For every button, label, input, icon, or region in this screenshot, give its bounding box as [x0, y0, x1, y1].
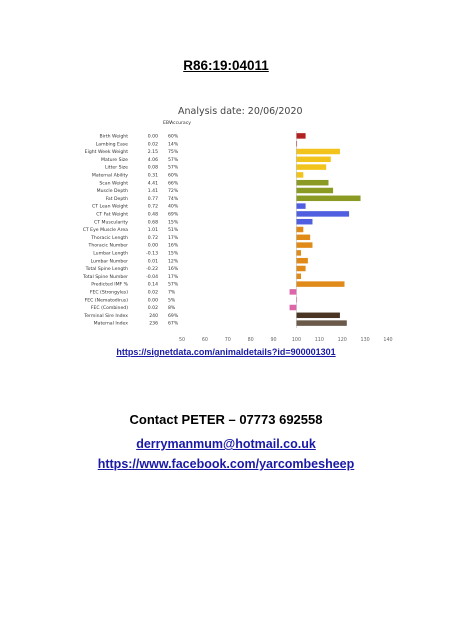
trait-label: CT Fat Weight — [96, 212, 128, 218]
x-tick-label: 60 — [201, 338, 208, 343]
trait-label: Muscle Depth — [96, 189, 128, 195]
ebv-value: 236 — [149, 321, 158, 327]
accuracy-value: 67% — [168, 321, 179, 327]
ebv-value: 0.68 — [147, 220, 158, 226]
trait-label: Predicted IMF % — [91, 282, 128, 288]
accuracy-value: 74% — [168, 196, 179, 202]
trait-label: Scan Weight — [99, 181, 128, 187]
x-tick-label: 110 — [314, 338, 324, 343]
ebv-value: 0.77 — [147, 196, 158, 202]
bar — [296, 196, 360, 202]
accuracy-value: 51% — [168, 228, 179, 234]
bar — [296, 164, 326, 170]
ebv-value: 0.02 — [147, 290, 158, 296]
accuracy-value: 69% — [168, 313, 179, 319]
accuracy-header: Accuracy — [170, 121, 191, 126]
x-tick-label: 130 — [360, 338, 370, 343]
x-tick-label: 90 — [270, 338, 277, 343]
accuracy-value: 72% — [168, 189, 179, 195]
bar — [296, 203, 305, 209]
x-tick-label: 100 — [291, 338, 302, 343]
bar — [296, 266, 305, 272]
accuracy-value: 17% — [168, 274, 179, 280]
accuracy-value: 8% — [168, 306, 176, 312]
ebv-value: 0.72 — [147, 204, 158, 210]
trait-label: CT Eye Muscle Area — [82, 228, 128, 234]
trait-label: FEC (Strongyles) — [89, 290, 128, 296]
trait-label: Thoracic Number — [88, 243, 128, 249]
trait-label: Eight Week Weight — [84, 150, 128, 156]
ebv-value: 0.01 — [147, 259, 158, 265]
accuracy-value: 16% — [168, 267, 179, 273]
trait-label: Maternal Ability — [91, 173, 128, 179]
trait-label: Lumbar Length — [93, 251, 128, 257]
ebv-header: EBV — [163, 121, 173, 126]
ebv-value: 0.00 — [147, 243, 158, 249]
bar — [296, 219, 312, 225]
x-tick-label: 50 — [178, 338, 186, 343]
ebv-value: 240 — [149, 313, 158, 319]
ebv-value: 0.14 — [147, 282, 158, 288]
bar — [296, 320, 346, 326]
bar — [296, 133, 305, 139]
bar — [296, 250, 301, 256]
trait-label: Terminal Sire Index — [84, 313, 128, 319]
accuracy-value: 66% — [168, 181, 179, 187]
ebv-value: 0.48 — [147, 212, 158, 218]
facebook-link[interactable]: https://www.facebook.com/yarcombesheep — [97, 457, 355, 471]
accuracy-value: 60% — [168, 173, 179, 179]
x-tick-label: 80 — [247, 338, 254, 343]
ebv-value: -0.04 — [146, 274, 158, 280]
trait-label: Fat Depth — [105, 196, 128, 202]
x-tick-label: 120 — [337, 338, 347, 343]
accuracy-value: 17% — [168, 235, 179, 241]
bar — [296, 313, 339, 319]
accuracy-value: 7% — [168, 290, 176, 296]
trait-label: FEC (Combined) — [90, 306, 128, 312]
accuracy-value: 12% — [168, 259, 179, 265]
bar — [296, 211, 349, 217]
accuracy-value: 16% — [168, 243, 179, 249]
trait-label: Birth Weight — [99, 134, 128, 140]
ebv-value: 0.00 — [147, 298, 158, 304]
x-tick-label: 140 — [383, 338, 393, 343]
accuracy-value: 15% — [168, 251, 179, 257]
bar — [290, 289, 297, 295]
accuracy-value: 5% — [168, 298, 176, 304]
ebv-value: -0.22 — [146, 267, 158, 273]
accuracy-value: 75% — [168, 150, 179, 156]
ebv-value: 1.41 — [147, 189, 158, 195]
document-heading: R86:19:04011 — [183, 58, 269, 73]
accuracy-value: 57% — [168, 157, 179, 163]
trait-label: Thoracic Length — [91, 235, 128, 241]
accuracy-value: 69% — [168, 212, 179, 218]
ebv-value: 4.41 — [147, 181, 158, 187]
accuracy-value: 60% — [168, 134, 179, 140]
trait-label: Lambing Ease — [95, 142, 128, 148]
bar — [296, 242, 312, 248]
trait-label: Litter Size — [104, 165, 128, 171]
bar — [296, 281, 344, 287]
bar — [296, 258, 307, 264]
ebv-value: 0.31 — [147, 173, 158, 179]
ebv-value: 0.02 — [147, 142, 158, 148]
trait-label: FEC (Nematodirus) — [84, 298, 128, 304]
bar — [296, 227, 303, 233]
trait-label: Maternal Index — [93, 321, 128, 327]
trait-label: CT Muscularity — [94, 220, 128, 226]
trait-label: Total Spine Length — [85, 267, 128, 273]
ebv-value: -0.13 — [146, 251, 158, 257]
accuracy-value: 57% — [168, 282, 179, 288]
trait-label: CT Lean Weight — [92, 204, 128, 210]
contact-line: Contact PETER – 07773 692558 — [129, 412, 323, 427]
ebv-value: 1.01 — [147, 228, 158, 234]
email-link[interactable]: derrymanmum@hotmail.co.uk — [136, 437, 316, 451]
ebv-value: 0.08 — [147, 165, 158, 171]
x-tick-label: 70 — [224, 338, 231, 343]
accuracy-value: 14% — [168, 142, 179, 148]
bar — [296, 157, 330, 163]
ebv-value: 4.06 — [147, 157, 158, 163]
animal-details-link[interactable]: https://signetdata.com/animaldetails?id=900001301 — [116, 347, 336, 357]
analysis-date: Analysis date: 20/06/2020 — [178, 106, 303, 117]
trait-label: Total Spine Number — [83, 274, 128, 280]
accuracy-value: 57% — [168, 165, 179, 171]
bar — [296, 235, 310, 241]
bar — [296, 188, 333, 194]
ebv-value: 0.72 — [147, 235, 158, 241]
bar — [290, 305, 297, 311]
trait-label: Mature Size — [101, 157, 128, 163]
ebv-value: 0.02 — [147, 306, 158, 312]
bar — [296, 180, 328, 186]
bar — [296, 149, 339, 155]
ebv-value: 2.15 — [147, 150, 158, 156]
bar — [296, 274, 301, 280]
trait-label: Lumbar Number — [90, 259, 128, 265]
accuracy-value: 40% — [168, 204, 179, 210]
accuracy-value: 15% — [168, 220, 179, 226]
ebv-value: 0.00 — [147, 134, 158, 140]
ebv-chart — [70, 118, 400, 343]
bar — [296, 172, 303, 178]
